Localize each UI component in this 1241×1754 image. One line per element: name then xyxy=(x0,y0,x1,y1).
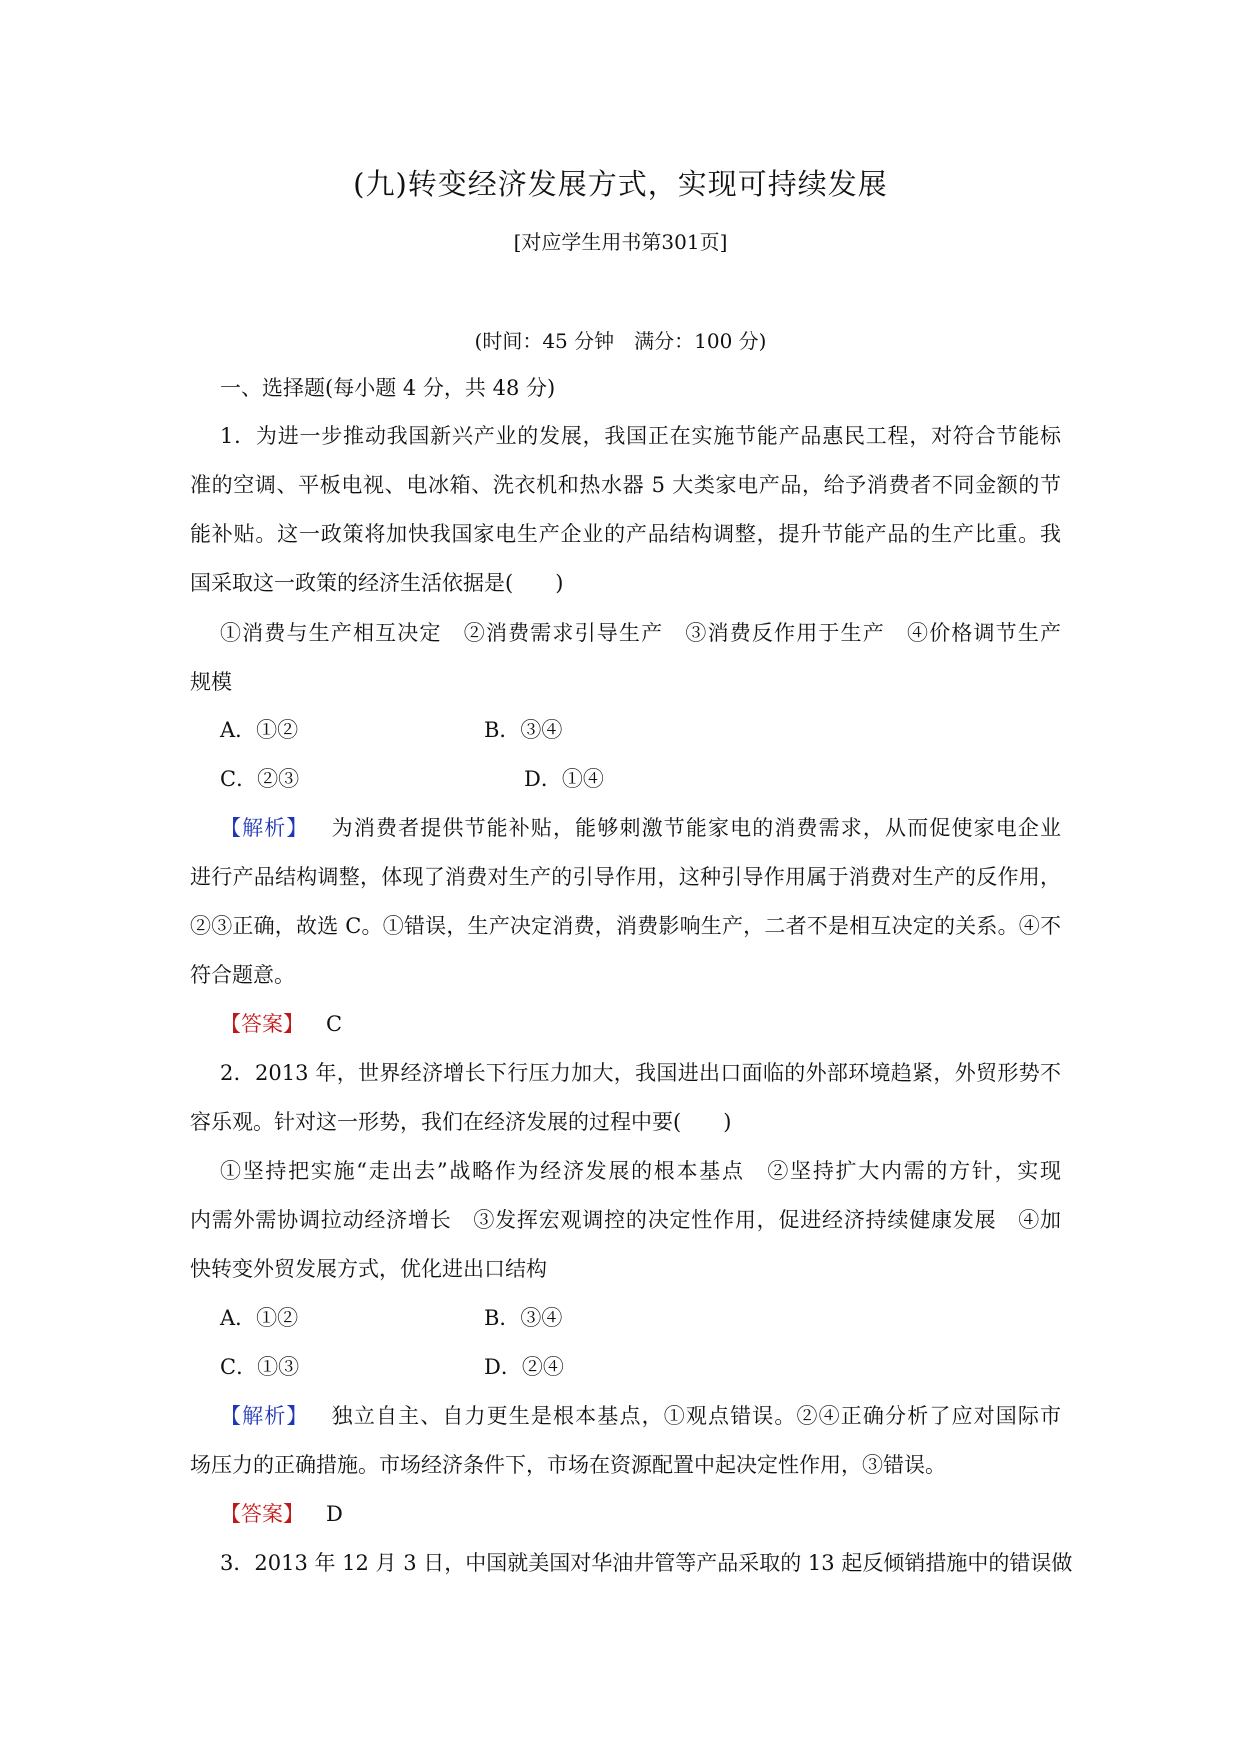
q2-analysis-text-1: 独立自主、自力更生是根本基点，①观点错误。②④正确分析了应对国际市 xyxy=(330,1404,1062,1428)
q2-answer-tag: 【答案】 xyxy=(220,1502,304,1526)
q2-analysis-tag: 【解析】 xyxy=(220,1404,309,1428)
q1-line-1: 1．为进一步推动我国新兴产业的发展，我国正在实施节能产品惠民工程，对符合节能标 xyxy=(220,424,1061,448)
q1-analysis-line-3: ②③正确，故选 C。①错误，生产决定消费，消费影响生产，二者不是相互决定的关系。④不 xyxy=(190,914,1061,938)
time-info: (时间：45 分钟 满分：100 分) xyxy=(474,329,767,353)
section-heading: 一、选择题(每小题 4 分，共 48 分) xyxy=(220,376,556,400)
page-title: (九)转变经济发展方式，实现可持续发展 xyxy=(353,167,888,201)
q2-statements-3: 快转变外贸发展方式，优化进出口结构 xyxy=(190,1257,547,1281)
q1-option-b: B．③④ xyxy=(484,718,563,742)
q2-analysis-line-2: 场压力的正确措施。市场经济条件下，市场在资源配置中起决定性作用，③错误。 xyxy=(190,1453,946,1477)
q2-option-b: B．③④ xyxy=(484,1306,563,1330)
q2-statements-2: 内需外需协调拉动经济增长 ③发挥宏观调控的决定性作用，促进经济持续健康发展 ④加 xyxy=(190,1208,1061,1232)
page-reference: [对应学生用书第301页] xyxy=(513,230,728,254)
q1-option-d: D．①④ xyxy=(524,767,604,791)
q1-option-a: A．①② xyxy=(220,718,299,742)
q2-answer xyxy=(220,1498,343,1528)
q1-analysis-line-4: 符合题意。 xyxy=(190,963,295,987)
q1-statements-2: 规模 xyxy=(190,670,232,694)
q1-analysis-line-2: 进行产品结构调整，体现了消费对生产的引导作用，这种引导作用属于消费对生产的反作用， xyxy=(190,865,1061,889)
q2-answer-value: D xyxy=(326,1502,343,1526)
q2-analysis-line-1 xyxy=(220,1400,1061,1430)
q1-analysis-text-1: 为消费者提供节能补贴，能够刺激节能家电的消费需求，从而促使家电企业 xyxy=(330,816,1062,840)
q2-line-1: 2．2013 年，世界经济增长下行压力加大，我国进出口面临的外部环境趋紧，外贸形势不 xyxy=(220,1061,1061,1085)
q1-line-2: 准的空调、平板电视、电冰箱、洗衣机和热水器 5 大类家电产品，给予消费者不同金额的节 xyxy=(190,473,1061,497)
q2-statements-1: ①坚持把实施“走出去”战略作为经济发展的根本基点 ②坚持扩大内需的方针，实现 xyxy=(220,1159,1061,1183)
q1-line-4: 国采取这一政策的经济生活依据是( ) xyxy=(190,571,564,595)
q2-line-2: 容乐观。针对这一形势，我们在经济发展的过程中要( ) xyxy=(190,1110,732,1134)
q3-line-1: 3．2013 年 12 月 3 日，中国就美国对华油井管等产品采取的 13 起反倾销措施中的错误做 xyxy=(220,1551,1073,1575)
q2-option-d: D．②④ xyxy=(484,1355,564,1379)
q1-line-3: 能补贴。这一政策将加快我国家电生产企业的产品结构调整，提升节能产品的生产比重。我 xyxy=(190,522,1061,546)
q1-analysis-line-1 xyxy=(220,812,1061,842)
q2-option-c: C．①③ xyxy=(220,1355,300,1379)
q1-answer-value: C xyxy=(326,1012,343,1036)
q1-answer-tag: 【答案】 xyxy=(220,1012,304,1036)
q1-option-c: C．②③ xyxy=(220,767,300,791)
q2-option-a: A．①② xyxy=(220,1306,299,1330)
q1-statements-1: ①消费与生产相互决定 ②消费需求引导生产 ③消费反作用于生产 ④价格调节生产 xyxy=(220,621,1061,645)
q1-answer xyxy=(220,1008,342,1038)
q1-analysis-tag: 【解析】 xyxy=(220,816,309,840)
